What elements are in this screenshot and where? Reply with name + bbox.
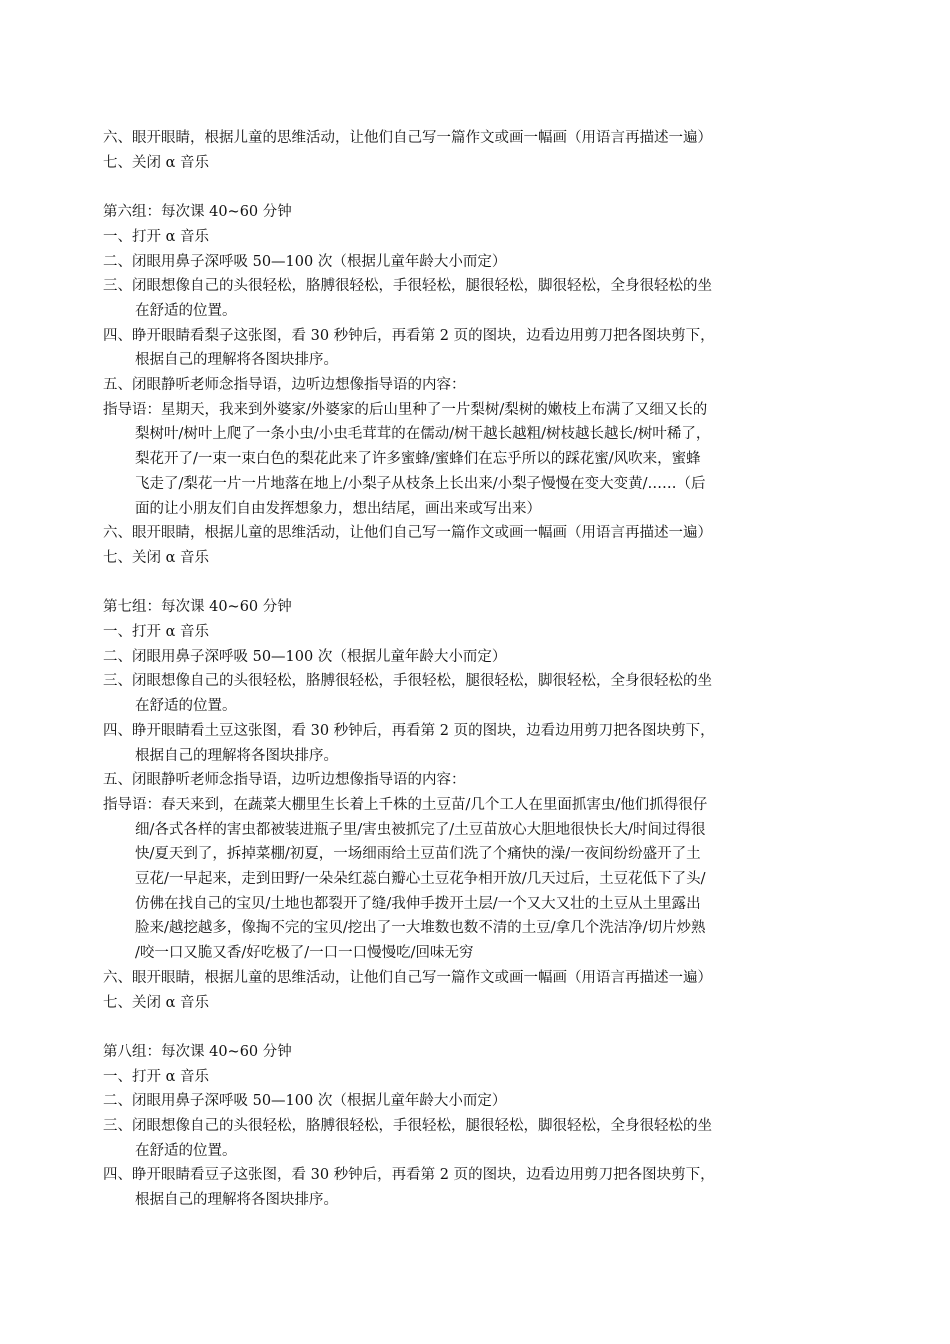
step-four-cont: 根据自己的理解将各图块排序。 bbox=[135, 747, 338, 764]
top-continuation bbox=[103, 126, 823, 175]
step-seven: 七、关闭 α 音乐 bbox=[103, 549, 210, 566]
step-two: 二、闭眼用鼻子深呼吸 50—100 次（根据儿童年龄大小而定） bbox=[103, 1093, 507, 1110]
step-three-cont: 在舒适的位置。 bbox=[135, 698, 237, 715]
guide-text-cont: 细/各式各样的害虫都被装进瓶子里/害虫被抓完了/土豆苗放心大胆地很快长大/时间过得很 bbox=[135, 821, 706, 838]
group-six bbox=[103, 200, 823, 571]
step-one: 一、打开 α 音乐 bbox=[103, 1068, 210, 1085]
group-seven bbox=[103, 595, 823, 1015]
step-four-cont: 根据自己的理解将各图块排序。 bbox=[135, 352, 338, 369]
step-four: 四、睁开眼睛看豆子这张图，看 30 秒钟后，再看第 2 页的图块，边看边用剪刀把各图块剪下， bbox=[103, 1167, 715, 1184]
guide-text-cont: 豆花/一早起来，走到田野/一朵朵红蕊白瓣心土豆花争相开放/几天过后，土豆花低下了头/ bbox=[135, 871, 706, 888]
group-heading: 第八组：每次课 40~60 分钟 bbox=[103, 1043, 292, 1060]
group-eight bbox=[103, 1040, 823, 1213]
step-two: 二、闭眼用鼻子深呼吸 50—100 次（根据儿童年龄大小而定） bbox=[103, 253, 507, 270]
step-three-cont: 在舒适的位置。 bbox=[135, 1142, 237, 1159]
group-heading: 第六组：每次课 40~60 分钟 bbox=[103, 204, 292, 221]
step-three: 三、闭眼想像自己的头很轻松，胳膊很轻松，手很轻松，腿很轻松，脚很轻松，全身很轻松的坐 bbox=[103, 673, 712, 690]
guide-text-cont: 梨花开了/一束一束白色的梨花此来了许多蜜蜂/蜜蜂们在忘乎所以的踩花蜜/风吹来，蜜蜂 bbox=[135, 451, 701, 468]
guide-text: 指导语：春天来到，在蔬菜大棚里生长着上千株的土豆苗/几个工人在里面抓害虫/他们抓得很仔 bbox=[103, 796, 708, 813]
guide-text-cont: 仿佛在找自己的宝贝/土地也都裂开了缝/我伸手拨开土层/一个又大又壮的土豆从土里露出 bbox=[135, 895, 701, 912]
step-four: 四、睁开眼睛看土豆这张图，看 30 秒钟后，再看第 2 页的图块，边看边用剪刀把各图块剪下， bbox=[103, 722, 715, 739]
spacer bbox=[103, 1015, 823, 1040]
step-seven: 七、关闭 α 音乐 bbox=[103, 994, 210, 1011]
document-page bbox=[103, 126, 823, 1213]
step-four-cont: 根据自己的理解将各图块排序。 bbox=[135, 1192, 338, 1209]
step-six: 六、眼开眼睛，根据儿童的思维活动，让他们自己写一篇作文或画一幅画（用语言再描述一遍） bbox=[103, 525, 712, 542]
spacer bbox=[103, 175, 823, 200]
guide-text-cont: 飞走了/梨花一片一片地落在地上/小梨子从枝条上长出来/小梨子慢慢在变大变黄/……（后 bbox=[135, 475, 706, 492]
step-six: 六、眼开眼睛，根据儿童的思维活动，让他们自己写一篇作文或画一幅画（用语言再描述一遍） bbox=[103, 130, 712, 146]
step-six: 六、眼开眼睛，根据儿童的思维活动，让他们自己写一篇作文或画一幅画（用语言再描述一遍） bbox=[103, 969, 712, 986]
step-two: 二、闭眼用鼻子深呼吸 50—100 次（根据儿童年龄大小而定） bbox=[103, 648, 507, 665]
step-three-cont: 在舒适的位置。 bbox=[135, 302, 237, 319]
step-five: 五、闭眼静听老师念指导语，边听边想像指导语的内容： bbox=[103, 377, 466, 394]
step-five: 五、闭眼静听老师念指导语，边听边想像指导语的内容： bbox=[103, 772, 466, 789]
guide-text-cont: 快/夏天到了，拆掉菜棚/初夏，一场细雨给土豆苗们洗了个痛快的澡/一夜间纷纷盛开了土 bbox=[135, 846, 701, 863]
step-one: 一、打开 α 音乐 bbox=[103, 228, 210, 245]
step-seven: 七、关闭 α 音乐 bbox=[103, 154, 210, 171]
spacer bbox=[103, 571, 823, 596]
group-heading: 第七组：每次课 40~60 分钟 bbox=[103, 599, 292, 616]
step-four: 四、睁开眼睛看梨子这张图，看 30 秒钟后，再看第 2 页的图块，边看边用剪刀把各图块剪下， bbox=[103, 327, 715, 344]
step-one: 一、打开 α 音乐 bbox=[103, 624, 210, 641]
step-three: 三、闭眼想像自己的头很轻松，胳膊很轻松，手很轻松，腿很轻松，脚很轻松，全身很轻松的坐 bbox=[103, 278, 712, 295]
guide-text-cont: 梨树叶/树叶上爬了一条小虫/小虫毛茸茸的在儒动/树干越长越粗/树枝越长越长/树叶稀了， bbox=[135, 426, 711, 443]
step-three: 三、闭眼想像自己的头很轻松，胳膊很轻松，手很轻松，腿很轻松，脚很轻松，全身很轻松的坐 bbox=[103, 1118, 712, 1135]
guide-text-cont: 面的让小朋友们自由发挥想象力，想出结尾，画出来或写出来） bbox=[135, 500, 541, 517]
guide-text: 指导语：星期天，我来到外婆家/外婆家的后山里种了一片梨树/梨树的嫩枝上布满了又细又长的 bbox=[103, 401, 708, 418]
guide-text-cont: /咬一口又脆又香/好吃极了/一口一口慢慢吃/回味无穷 bbox=[135, 945, 474, 962]
guide-text-cont: 脸来/越挖越多，像掏不完的宝贝/挖出了一大堆数也数不清的土豆/拿几个洗洁净/切片炒熟 bbox=[135, 920, 706, 937]
